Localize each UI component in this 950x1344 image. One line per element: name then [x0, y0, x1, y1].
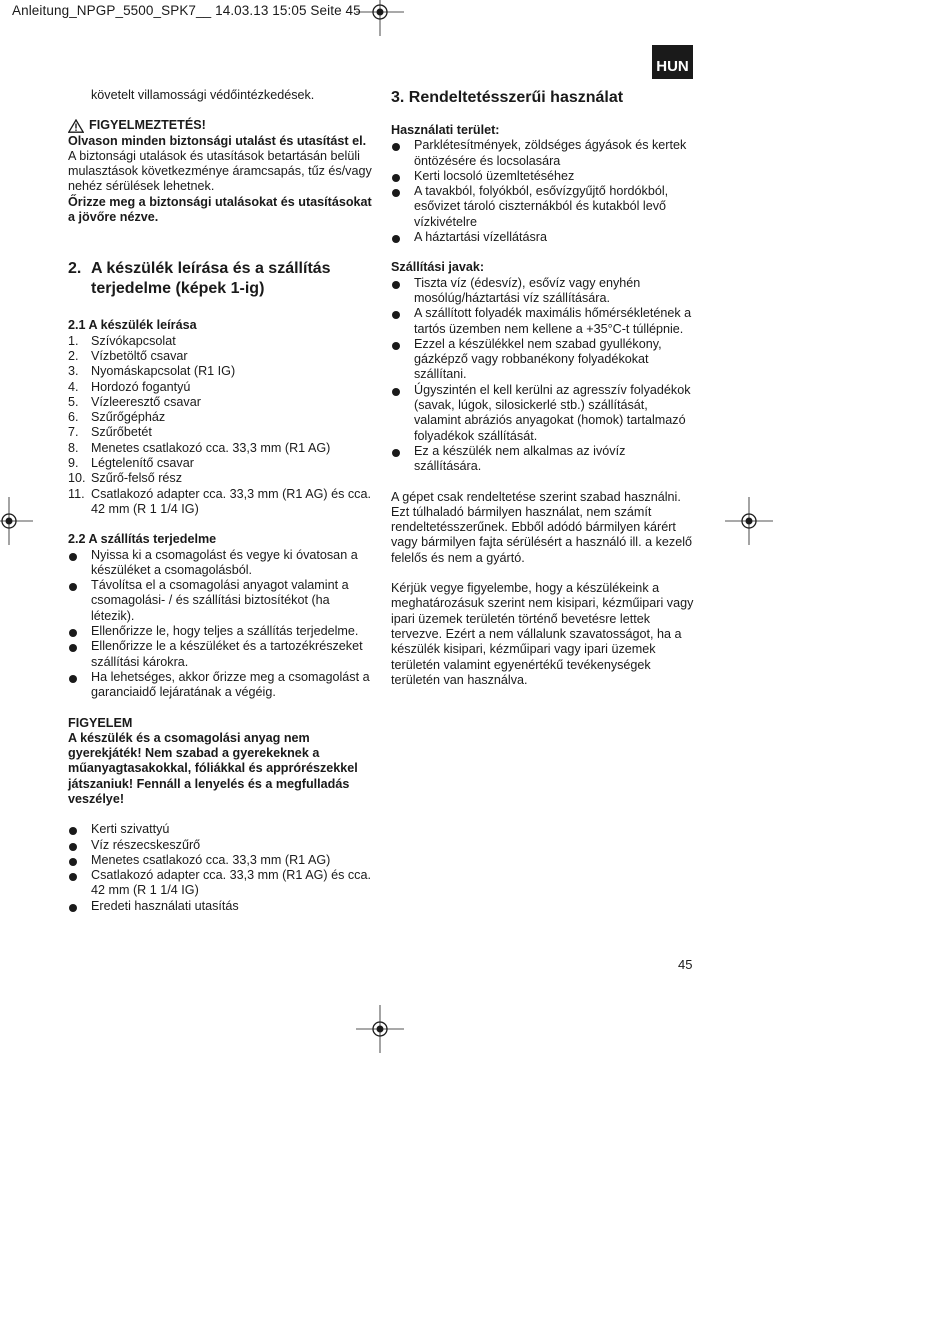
usage-item-text: Parklétesítmények, zöldséges ágyások és kertek öntözésére és locsolasára — [414, 138, 687, 168]
part-number: 10. — [68, 471, 86, 486]
media-item-text: A szállított folyadék maximális hőmérsékletének a tartós üzemben nem kellene a +35°C-t túllépnie. — [414, 306, 692, 336]
section-2-title: A készülék leírása és a szállítás terjedelme (képek 1-ig) — [91, 260, 331, 298]
intro-line: követelt villamossági védőintézkedések. — [91, 88, 315, 102]
delivery-step-text: Távolítsa el a csomagolási anyagot valamint a csomagolási- / és szállítási biztosítékot (ha létezik). — [91, 578, 349, 623]
warning-triangle-icon — [68, 119, 84, 133]
subsection-2-1-title: 2.1 A készülék leírása — [68, 318, 197, 333]
bullet-icon — [391, 306, 414, 337]
contents-item — [68, 868, 373, 899]
media-list — [391, 276, 696, 475]
part-item — [68, 487, 373, 518]
registration-mark-icon — [356, 1005, 404, 1053]
delivery-step — [68, 639, 373, 670]
media-item-text: Úgyszintén el kell kerülni az agresszív folyadékok (savak, lúgok, silosickerlé stb.) szállítását, valamint abráziós anyagokat (homok) tartalmazó folyadékok szállítását. — [414, 382, 691, 443]
bullet-icon — [68, 548, 91, 579]
part-item — [68, 456, 373, 471]
bullet-icon — [68, 868, 91, 899]
part-number: 9. — [68, 456, 79, 471]
bullet-icon — [391, 383, 414, 444]
bullet-icon — [391, 169, 414, 184]
bullet-icon — [68, 624, 91, 639]
usage-item-text: A tavakból, folyókból, esővízgyűjtő hordókból, esővizet tároló ciszternákból és kutakból levő vízkivételre — [414, 184, 669, 229]
contents-item-text: Eredeti használati utasítás — [91, 898, 239, 913]
section-3-title: 3. Rendeltetésszerűi használat — [391, 89, 624, 106]
parts-list — [68, 334, 373, 518]
delivery-step — [68, 548, 373, 579]
usage-item — [391, 230, 696, 245]
page-number: 45 — [678, 957, 693, 972]
part-number: 8. — [68, 440, 79, 455]
right-column — [391, 88, 696, 688]
bullet-icon — [391, 276, 414, 307]
usage-paragraph-1: A gépet csak rendeltetése szerint szabad használni. Ezt túlhaladó bármilyen használat, nem számít rendeltetésszerűnek. Ebből adódó bármilyen kárért vagy bármilyen fajta sérülésért a használó ill. a kezelő felelős és nem a gyártó. — [391, 489, 693, 565]
bullet-icon — [68, 670, 91, 701]
package-contents-list — [68, 822, 373, 914]
registration-mark-icon — [0, 497, 33, 545]
delivery-step-text: Ha lehetséges, akkor őrizze meg a csomagolást a garanciaidő lejáratának a végéig. — [91, 669, 370, 700]
part-number: 4. — [68, 379, 79, 394]
registration-mark-icon — [356, 0, 404, 36]
media-item-text: Ez a készülék nem alkalmas az ivóvíz szállítására. — [414, 443, 626, 474]
part-number: 6. — [68, 410, 79, 425]
bullet-icon — [68, 853, 91, 868]
contents-item — [68, 853, 373, 868]
media-item — [391, 337, 696, 383]
warning-text: A biztonsági utalások és utasítások betartásán belüli mulasztások következménye áramcsapás, tűz és/vagy nehéz sérülések lehetnek. — [68, 148, 372, 194]
media-item — [391, 276, 696, 307]
warning-bold-1: Olvason minden biztonsági utalást és utasítást el. — [68, 133, 367, 148]
part-number: 5. — [68, 394, 79, 409]
bullet-icon — [391, 444, 414, 475]
part-item — [68, 349, 373, 364]
contents-item — [68, 822, 373, 837]
media-item — [391, 306, 696, 337]
bullet-icon — [68, 822, 91, 837]
part-item — [68, 410, 373, 425]
part-item — [68, 334, 373, 349]
contents-item — [68, 838, 373, 853]
contents-item — [68, 899, 373, 914]
usage-paragraph-2: Kérjük vegye figyelembe, hogy a készülékeink a meghatározásuk szerint nem kisipari, kézműipari vagy ipari üzemek területén történő bevetésre lettek tervezve. Ezért a nem vállalunk szavatosságot, ha a készülék kisipari, kézműipari vagy ipari üzemek területén valamint egyenértékű tevékenységek területén van használva. — [391, 581, 694, 687]
attention-title: FIGYELEM — [68, 715, 133, 730]
warning-title: FIGYELMEZTETÉS! — [89, 118, 206, 133]
part-number: 3. — [68, 364, 79, 379]
delivery-steps-list — [68, 548, 373, 701]
usage-item — [391, 184, 696, 230]
part-label: Hordozó fogantyú — [91, 379, 191, 394]
section-2-number: 2. — [68, 260, 82, 278]
usage-item-text: Kerti locsoló üzemltetéséhez — [414, 168, 575, 183]
part-item — [68, 425, 373, 440]
part-number: 7. — [68, 425, 79, 440]
media-item-text: Ezzel a készülékkel nem szabad gyullékony, gázképző vagy robbanékony folyadékokat szállítani. — [414, 336, 662, 382]
usage-item — [391, 169, 696, 184]
part-item — [68, 441, 373, 456]
delivery-step — [68, 578, 373, 624]
part-label: Vízbetöltő csavar — [91, 348, 188, 363]
bullet-icon — [391, 184, 414, 230]
media-item-text: Tiszta víz (édesvíz), esővíz vagy enyhén mosólúg/háztartási víz szállítására. — [414, 275, 641, 305]
bullet-icon — [68, 578, 91, 624]
left-column — [68, 88, 373, 914]
part-label: Csatlakozó adapter cca. 33,3 mm (R1 AG) és cca. 42 mm (R 1 1/4 IG) — [91, 486, 371, 516]
part-label: Szűrő-felső rész — [91, 471, 182, 486]
part-label: Szívókapcsolat — [91, 333, 176, 348]
delivery-step-text: Nyissa ki a csomagolást és vegye ki óvatosan a készüléket a csomagolásból. — [91, 547, 358, 577]
part-label: Nyomáskapcsolat (R1 IG) — [91, 364, 236, 379]
usage-item-text: A háztartási vízellátásra — [414, 230, 547, 245]
contents-item-text: Víz részecskeszűrő — [91, 837, 201, 852]
part-item — [68, 364, 373, 379]
part-number: 11. — [68, 486, 85, 501]
part-label: Menetes csatlakozó cca. 33,3 mm (R1 AG) — [91, 440, 331, 455]
registration-mark-icon — [725, 497, 773, 545]
usage-list — [391, 138, 696, 245]
media-item — [391, 444, 696, 475]
bullet-icon — [391, 337, 414, 383]
part-number: 1. — [68, 333, 79, 348]
bullet-icon — [68, 838, 91, 853]
delivery-step — [68, 670, 373, 701]
section-2-heading — [68, 259, 373, 299]
subsection-2-2-title: 2.2 A szállítás terjedelme — [68, 532, 217, 547]
part-label: Szűrőbetét — [91, 425, 152, 440]
contents-item-text: Csatlakozó adapter cca. 33,3 mm (R1 AG) és cca. 42 mm (R 1 1/4 IG) — [91, 868, 371, 898]
delivery-step — [68, 624, 373, 639]
media-title: Szállítási javak: — [391, 260, 485, 275]
warning-bold-2: Őrizze meg a biztonsági utalásokat és utasításokat a jövőre nézve. — [68, 194, 372, 225]
part-item — [68, 471, 373, 486]
part-item — [68, 380, 373, 395]
part-label: Légtelenítő csavar — [91, 456, 194, 471]
usage-title: Használati terület: — [391, 123, 500, 137]
delivery-step-text: Ellenőrizze le a készüléket és a tartozékrészeket szállítási károkra. — [91, 639, 363, 669]
bullet-icon — [391, 230, 414, 245]
bullet-icon — [391, 138, 414, 169]
part-label: Szűrőgépház — [91, 410, 166, 425]
bullet-icon — [68, 639, 91, 670]
part-number: 2. — [68, 348, 79, 363]
media-item — [391, 383, 696, 444]
part-label: Vízleeresztő csavar — [91, 394, 201, 409]
file-header: Anleitung_NPGP_5500_SPK7__ 14.03.13 15:05 Seite 45 — [12, 3, 361, 18]
contents-item-text: Menetes csatlakozó cca. 33,3 mm (R1 AG) — [91, 852, 331, 867]
warning-heading — [68, 118, 373, 133]
language-badge: HUN — [652, 45, 693, 79]
delivery-step-text: Ellenőrizze le, hogy teljes a szállítás terjedelme. — [91, 624, 359, 639]
contents-item-text: Kerti szivattyú — [91, 822, 170, 837]
bullet-icon — [68, 899, 91, 914]
usage-item — [391, 138, 696, 169]
part-item — [68, 395, 373, 410]
attention-text: A készülék és a csomagolási anyag nem gyerekjáték! Nem szabad a gyerekeknek a műanyagtasakokkal, fóliákkal és apprórészekkel játszaniuk! Fennáll a lenyelés és a megfulladás veszélye! — [68, 730, 358, 806]
